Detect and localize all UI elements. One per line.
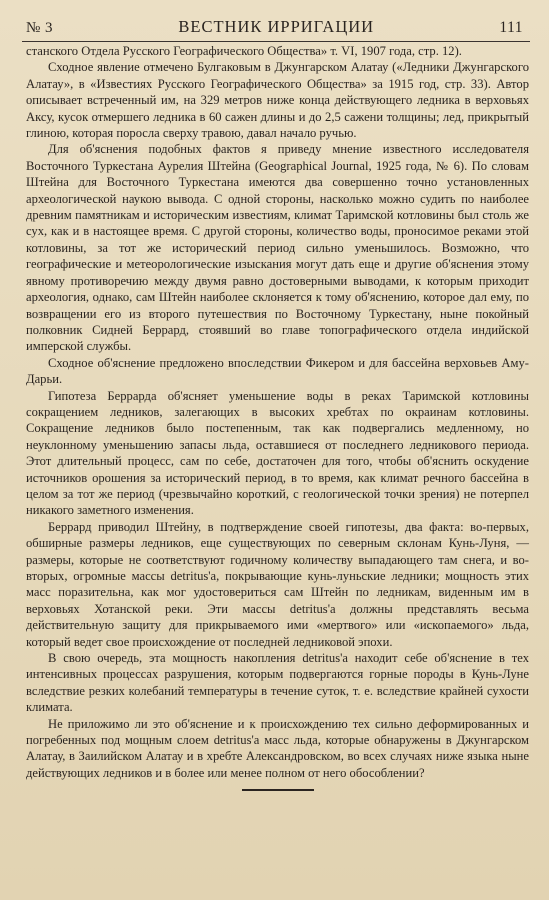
paragraph: Беррард приводил Штейну, в подтверждение своей гипотезы, два факта: во-первых, обширные размеры ледников, еще существующих по северным склонам Кунь-Луня, — размеры, которые не соответствуют годичному количеству выпадающего там снега, и во-вторых, огромные массы detritus'а, покрывающие кунь-луньские ледники; мощность этих масс поразительна, как мог удостовериться сам Штейн по ледникам, виденным им в верховьях Хотанской реки. Эти массы detritus'а должны представлять весьма действительную защиту для прикрываемого ими «мертвого» или «ископаемого» льда, который ведет свое происхождение от последней ледниковой эпохи. <box>26 519 529 649</box>
header-rule <box>22 41 530 42</box>
paragraph: Для об'яснения подобных фактов я приведу мнение известного исследователя Восточного Туркестана Аурелия Штейна (Geographical Journal, 1925 года, № 6). По словам Штейна для Восточного Туркестана имеются два совершенно точно установленных археологической наукою вывода. С одной стороны, насколько можно судить по наиболее древним памятникам и историческим известиям, климат Таримской котловины был столь же сух, как и в настоящее время. С другой стороны, количество воды, проносимое реками этой котловины, за тот же исторический период сильно уменьшилось. Возможно, что географические и метеорологические изыскания могут дать еще и другие об'яснения этому явному противоречию между двумя равно достоверными выводами, к которым приходит археология, однако, сам Штейн наиболее склоняется к тому об'яснению, которое дал ему, по возвращении его из второго путешествия по Восточному Туркестану, ныне покойный полковник Сидней Беррард, стоявший во главе топографического отдела индийской имперской службы. <box>26 142 529 354</box>
page-number: 111 <box>499 19 523 36</box>
paragraph: Сходное об'яснение предложено впоследствии Фикером и для бассейна верховьев Аму-Дарьи. <box>26 355 529 387</box>
paragraph: Не приложимо ли это об'яснение и к происхождению тех сильно деформированных и погребенных под мощным слоем detritus'а масс льда, которые обнаружены в Джунгарском Алатау, в Заилийском Алатау и в хребте Александровском, во всех случаях ниже языка ныне действующих ледников и в более или менее полном от него обособлении? <box>26 716 529 780</box>
paragraph: Гипотеза Беррарда об'ясняет уменьшение воды в реках Таримской котловины сокращением ледников, залегающих в высоких хребтах по окраинам котловины. Сокращение ледников было постепенным, так как подвергались медленному, но неуклонному уменьшению запасы льда, оставшиеся от последнего ледникового периода. Этот длительный процесс, сам по себе, достаточен для того, чтобы об'яснить оскудение источников орошения за исторический период, в то время, как климат речного бассейна в целом за тот же период (чрезвычайно короткий, с геологической точки зрения) не потерпел никакого заметного изменения. <box>26 388 529 518</box>
paragraph: станского Отдела Русского Географического Общества» т. VI, 1907 года, стр. 12). <box>26 44 462 58</box>
issue-number: № 3 <box>26 20 54 36</box>
article-body <box>26 43 529 781</box>
paragraph: Сходное явление отмечено Булгаковым в Джунгарском Алатау («Ледники Джунгарского Алатау», в «Известиях Русского Географического Общества» за 1915 год, стр. 33). Автор описывает встреченный им, на 329 метров ниже конца действующего ледника в верховьях Аксу, кусок отмершего ледника в 60 сажен длины и до 2,5 сажени толщины; лед, прикрытый глиною, которая поросла сверху травою, давал начало ручью. <box>26 60 529 141</box>
end-divider <box>242 789 314 791</box>
paragraph: В свою очередь, эта мощность накопления detritus'а находит себе об'яснение в тех интенсивных процессах разрушения, которым подвергаются горные породы в Кунь-Луне вследствие резких колебаний температуры в течение суток, т. е. вследствие крайней сухости климата. <box>26 651 529 715</box>
journal-title: ВЕСТНИК ИРРИГАЦИИ <box>178 17 375 36</box>
running-header <box>26 0 529 37</box>
